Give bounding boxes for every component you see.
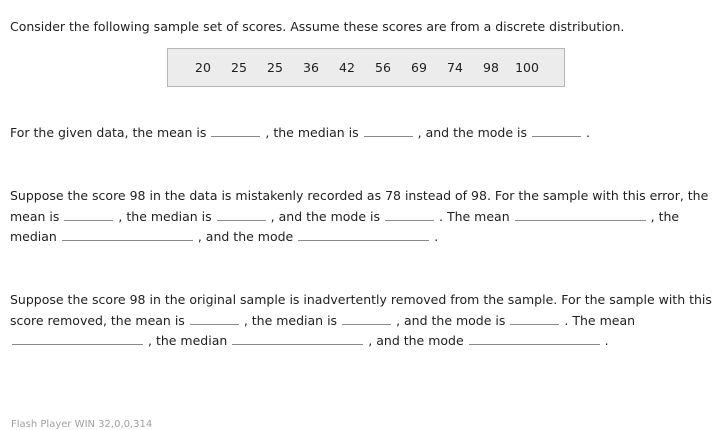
q3-line-2: [10, 310, 635, 330]
q2-median-label: , the median is: [118, 209, 212, 224]
q3-median-label: , the median is: [243, 313, 338, 328]
q3-mean-change-dropdown[interactable]: [12, 330, 143, 345]
q2-median-change-dropdown[interactable]: [62, 226, 193, 241]
q2-mode-answer-field[interactable]: [385, 206, 434, 221]
q2-the-mean-label: . The mean: [439, 209, 510, 224]
q2-line-1: Suppose the score 98 in the data is mistakenly recorded as 78 instead of 98. For the sample with this error, the: [10, 188, 709, 203]
q2-and-mode-label: , and the mode: [197, 229, 294, 244]
q2-mean-answer-field[interactable]: [64, 206, 113, 221]
q3-lead-text: score removed, the mean is: [10, 313, 185, 328]
q3-the-mean-label: . The mean: [564, 313, 636, 328]
q2-mean-change-dropdown[interactable]: [515, 206, 646, 221]
q3-line-3: [7, 330, 609, 350]
q1-end-period: .: [585, 125, 590, 140]
q1-mode-answer-field[interactable]: [532, 122, 581, 137]
q3-mean-answer-field[interactable]: [190, 310, 239, 325]
score-value: 56: [375, 60, 391, 75]
q2-the-label: , the: [650, 209, 680, 224]
q2-median-word: median: [10, 229, 57, 244]
q2-line-2: [10, 206, 679, 226]
score-value: 25: [231, 60, 247, 75]
q1-median-label: , the median is: [265, 125, 359, 140]
q3-the-median-label: , the median: [148, 333, 228, 348]
q2-mode-label: , and the mode is: [270, 209, 381, 224]
q3-and-mode-label: , and the mode: [368, 333, 464, 348]
q3-line-1: Suppose the score 98 in the original sample is inadvertently removed from the sample. For the sample with this: [10, 292, 712, 307]
score-value: 74: [447, 60, 463, 75]
q2-end-period: .: [434, 229, 439, 244]
q2-line-3: [10, 226, 438, 246]
q3-end-period: .: [604, 333, 609, 348]
q3-median-change-dropdown[interactable]: [232, 330, 363, 345]
question-1: [10, 122, 590, 142]
q3-median-answer-field[interactable]: [342, 310, 391, 325]
q1-mean-answer-field[interactable]: [211, 122, 260, 137]
scores-box: [167, 48, 565, 87]
q3-mode-label: , and the mode is: [396, 313, 506, 328]
intro-text: Consider the following sample set of scores. Assume these scores are from a discrete distribution.: [10, 19, 625, 34]
score-value: 100: [515, 60, 539, 75]
score-value: 36: [303, 60, 319, 75]
q1-median-answer-field[interactable]: [364, 122, 413, 137]
q2-mode-change-dropdown[interactable]: [298, 226, 429, 241]
q1-lead-text: For the given data, the mean is: [10, 125, 207, 140]
score-value: 25: [267, 60, 283, 75]
q2-median-answer-field[interactable]: [217, 206, 266, 221]
flash-player-version: Flash Player WIN 32,0,0,314: [11, 419, 153, 430]
score-value: 69: [411, 60, 427, 75]
q1-mode-label: , and the mode is: [417, 125, 527, 140]
score-value: 42: [339, 60, 355, 75]
score-value: 20: [195, 60, 211, 75]
score-value: 98: [483, 60, 499, 75]
q3-mode-answer-field[interactable]: [510, 310, 559, 325]
q2-mean-label: mean is: [10, 209, 60, 224]
q3-mode-change-dropdown[interactable]: [469, 330, 600, 345]
